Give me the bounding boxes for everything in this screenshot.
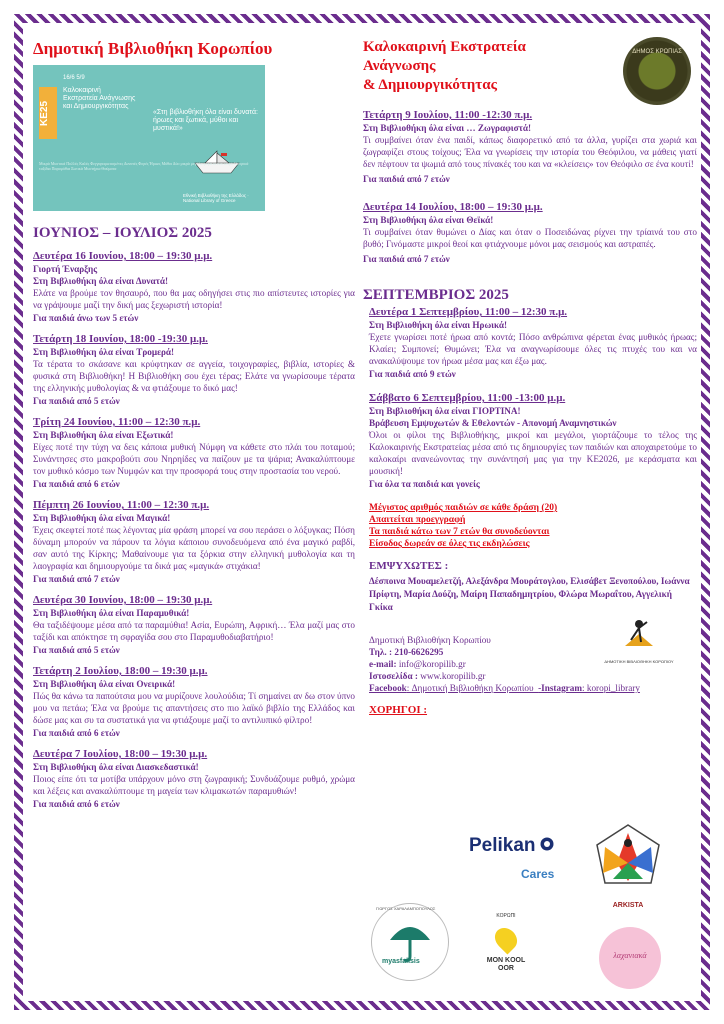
event-item (33, 665, 355, 739)
event-age: Για παιδιά άνω των 5 ετών (33, 313, 139, 323)
event-item (369, 392, 697, 490)
event-age: Για παιδιά από 6 ετών (33, 799, 120, 809)
event-description: Τα τέρατα το σκάσανε και κρύφτηκαν σε αγγεία, τοιχογραφίες, βιβλία, ιστορίες & φυσικά στη Βιβλιοθήκη! Η Βιβλιοθήκη σου έχει τέρας; Ελάτε να γνωρίσουμε τέρατα της ελληνικής μυθολογίας & να φτιάξουμε το δικό μας! (33, 359, 355, 393)
right-column (363, 23, 697, 972)
event-title: Στη Βιβλιοθήκη όλα είναι Τρομερά! (33, 347, 175, 357)
event-title: Στη Βιβλιοθήκη όλα είναι … Ζωγραφιστά! (363, 123, 532, 133)
event-item (33, 748, 355, 810)
event-title: Στη Βιβλιοθήκη όλα είναι Εξωτικά! (33, 430, 174, 440)
event-age: Για παιδιά από 7 ετών (363, 254, 450, 264)
banner-dates: 16/6 5/9 (63, 75, 85, 81)
facebook-link[interactable]: : Δημοτική Βιβλιοθήκη Κορωπίου (406, 683, 534, 693)
banner-subtitle: Καλοκαιρινή Εκστρατεία Ανάγνωσης και Δημιουργικότητας (63, 87, 136, 110)
facebook-label: Facebook (369, 683, 407, 693)
contact-website-link[interactable]: www.koropilib.gr (420, 671, 486, 681)
event-age: Για παιδιά από 5 ετών (33, 396, 120, 406)
event-date: Σάββατο 6 Σεπτεμβρίου, 11:00 -13:00 μ.μ. (369, 392, 566, 404)
event-age: Για παιδιά από 6 ετών (33, 479, 120, 489)
umbrella-icon (372, 904, 448, 980)
event-date: Τετάρτη 2 Ιουλίου, 18:00 – 19:30 μ.μ. (33, 665, 208, 677)
event-item (363, 109, 697, 185)
library-title: Δημοτική Βιβλιοθήκη Κορωπίου (33, 39, 273, 58)
banner-ke25-tag: ΚΕ25 (39, 87, 57, 139)
left-column (33, 23, 355, 819)
section-title-september: ΣΕΠΤΕΜΒΡΙΟΣ 2025 (363, 287, 509, 303)
social-links (369, 682, 697, 694)
event-description: Έχετε γνωρίσει ποτέ ήρωα από κοντά; Πόσο ανθρώπινα φέρεται ένας μυθικός ήρωας; Κλαίει; Συμπονεί; Θυμώνει; Έλα να αναγνωρίσουμε όλες τις πτυχές του και να ανακαλύψουμε τον ήρωα μέσα μας και έξω μας. (369, 332, 697, 366)
event-description: Τι συμβαίνει όταν ένα παιδί, κάπως διαφορετικό από τα άλλα, γυρίζει στα χωριά και ζωγραφίζει στους τοίχους; Έλα να γνωρίσεις την ιστορία του Θεόφιλου, να μάθεις γιατί δεν πέφτουν τα ψωμιά από τους πίνακές του και να «κλείσεις» τον Θεόφιλο σε ένα κουτί! (363, 135, 697, 169)
event-item (33, 416, 355, 490)
event-age: Για παιδιά από 5 ετών (33, 645, 120, 655)
event-description: Τι συμβαίνει όταν θυμώνει ο Δίας και όταν ο Ποσειδώνας ρίχνει την τρίαινά του στο βυθό; Γινόμαστε μικροί θεοί και φτιάχνουμε μόνοι μας σεισμούς και αστραπές. (363, 227, 697, 249)
banner-quote: «Στη βιβλιοθήκη όλα είναι δυνατά: ήρωες και ξωτικά, μύθοι και μυστικά!» (153, 109, 258, 132)
campaign-title: Καλοκαιρινή Εκστρατεία Ανάγνωσης & Δημιουργικότητας (363, 39, 526, 93)
pelikan-logo: Pelikan (469, 835, 567, 861)
municipality-logo: ΔΗΜΟΣ ΚΡΩΠΙΑΣ (623, 37, 691, 105)
location-pin-icon (490, 923, 521, 954)
event-item (33, 499, 355, 585)
event-title: Στη Βιβλιοθήκη όλα είναι Δυνατά! (33, 276, 169, 286)
event-title: Στη Βιβλιοθήκη όλα είναι Ηρωικά! (369, 320, 508, 330)
event-item (33, 250, 355, 324)
monkool-logo: ΚΟΡΩΠΙ MON KOOL OOR (486, 913, 526, 972)
rules-list (363, 502, 697, 550)
event-item (363, 201, 697, 265)
arkista-star-icon (593, 823, 663, 897)
pelikan-bird-icon (540, 837, 554, 851)
event-date: Δευτέρα 30 Ιουνίου, 18:00 – 19:30 μ.μ. (33, 594, 213, 606)
instagram-label: -Instagram (538, 683, 582, 693)
rule-item: Μέγιστος αριθμός παιδιών σε κάθε δράση (20) (369, 503, 558, 513)
event-description: Είχες ποτέ την τύχη να δεις κάποια μυθική Νύμφη να κάθετε στο πλάι του ποταμού; Συνάντησες στο μακροβούτι σου Νηρηίδες να παίζουν με τα ψάρια; Ανακαλύπτουμε τον μυθικό κόσμο των Νυμφών και την προσφορά τους στην προστασία του νερού. (33, 442, 355, 476)
event-date: Δευτέρα 16 Ιουνίου, 18:00 – 19:30 μ.μ. (33, 250, 213, 262)
event-item (33, 594, 355, 656)
animators-title: ΕΜΨΥΧΩΤΕΣ : (369, 560, 449, 572)
event-age: Για παιδιά από 7 ετών (363, 174, 450, 184)
campaign-banner (33, 65, 265, 211)
event-description: Ελάτε να βρούμε τον θησαυρό, που θα μας οδηγήσει στις πιο απίστευτες ιστορίες για να γράψουμε μαζί την δική μας ξεχωριστή ιστορία! (33, 288, 355, 310)
event-description: Ποιος είπε ότι τα μοτίβα υπάρχουν μόνο στη ζωγραφική; Συνδυάζουμε ρυθμό, χρώμα και λέξεις και ανακαλύπτουμε τη μαγεία των κλιμακωτών παραμυθιών! (33, 774, 355, 796)
instagram-link[interactable]: : koropi_library (582, 683, 640, 693)
event-age: Για παιδιά από 9 ετών (369, 369, 456, 379)
contact-name: Δημοτική Βιβλιοθήκη Κορωπίου (369, 635, 491, 645)
event-age: Για παιδιά από 7 ετών (33, 574, 120, 584)
event-date: Τετάρτη 9 Ιουλίου, 11:00 -12:30 π.μ. (363, 109, 533, 121)
sponsors-label: ΧΟΡΗΓΟΙ : (369, 704, 428, 716)
reader-figure-icon (619, 616, 659, 652)
event-date: Δευτέρα 1 Σεπτεμβρίου, 11:00 – 12:30 π.μ. (369, 306, 568, 318)
rule-item: Είσοδος δωρεάν σε όλες τις εκδηλώσεις (369, 539, 530, 549)
event-item (33, 333, 355, 407)
event-description: Όλοι οι φίλοι της Βιβλιοθήκης, μικροί και μεγάλοι, γιορτάζουμε το τέλος της Καλοκαιρινής Εκστρατείας μέσα από τις δημιουργίες των παιδιών και αποχαιρετούμε το καλοκαίρι ανανεώνοντας την συνάντησή μας για την ΚΕ2026, με κεράσματα και μουσική! (369, 430, 697, 476)
event-title: Στη Βιβλιοθήκη όλα είναι Παραμυθικά! (33, 608, 190, 618)
arkista-logo: ARKISTA (593, 823, 663, 909)
event-date: Δευτέρα 7 Ιουλίου, 18:00 – 19:30 μ.μ. (33, 748, 208, 760)
event-date: Τετάρτη 18 Ιουνίου, 18:00 -19:30 μ.μ. (33, 333, 208, 345)
rule-item: Απαιτείται προεγγραφή (369, 515, 466, 525)
event-age: Για όλα τα παιδιά και γονείς (369, 479, 480, 489)
event-date: Δευτέρα 14 Ιουλίου, 18:00 – 19:30 μ.μ. (363, 201, 543, 213)
event-title: Στη Βιβλιοθήκη όλα είναι ΓΙΟΡΤΙΝΑ! (369, 406, 521, 416)
contact-email-link[interactable]: info@koropilib.gr (398, 659, 466, 669)
myasfalisis-logo: myasfalisis ΓΙΩΡΓΟΣ ΧΑΡΑΛΑΜΠΟΠΟΥΛΟΣ (371, 903, 449, 981)
rule-item: Τα παιδιά κάτω των 7 ετών θα συνοδεύονται (369, 527, 550, 537)
page-content (23, 23, 701, 1001)
event-subtitle: Γιορτή Έναρξης (33, 264, 98, 274)
event-subtitle: Βράβευση Εμψυχωτών & Εθελοντών - Απονομή Αναμνηστικών (369, 418, 617, 428)
contact-phone[interactable]: 210-6626295 (394, 647, 444, 657)
banner-text-pattern: Μικρά Μυστικά Πολλές Καλές Φεγγαροφωτισμένες Δυνατές Φορές Ήρωες Μύθοι Δύο μικρά μεγάλα φορά κι ένα καιρό Ονειρικά ταξίδια Παραμύθια Ξωτικά Μυστήρια Θαύματα (39, 161, 249, 171)
event-description: Έχεις σκεφτεί ποτέ πως λέγοντας μία φράση μπορεί να σου περάσει ο λόξυγκας; Πόση δύναμη μπορούν να πάρουν τα λόγια κάποιου συνοδευόμενα από ένα μαγικό ραβδί, σαν αυτό της Κίρκης; Μαθαίνουμε για τα ξόρκια στην ελληνική μυθολογία και τη λαογραφία και δημιουργούμε τα δικά μας «μαγικά» στιχάκια! (33, 525, 355, 571)
event-date: Πέμπτη 26 Ιουνίου, 11:00 – 12:30 π.μ. (33, 499, 210, 511)
laxanakia-logo: λαχανιακά (599, 927, 661, 989)
event-title: Στη Βιβλιοθήκη όλα είναι Μαγικά! (33, 513, 171, 523)
banner-organisation: Εθνική Βιβλιοθήκη της Ελλάδος · National Library of Greece (183, 193, 249, 203)
event-date: Τρίτη 24 Ιουνίου, 11:00 – 12:30 π.μ. (33, 416, 201, 428)
library-logo: ΔΗΜΟΤΙΚΗ ΒΙΒΛΙΟΘΗΚΗ ΚΟΡΩΠΙΟΥ (603, 616, 675, 664)
event-title: Στη Βιβλιοθήκη όλα είναι Διασκεδαστικά! (33, 762, 199, 772)
event-age: Για παιδιά από 6 ετών (33, 728, 120, 738)
event-title: Στη Βιβλιοθήκη όλα είναι Θεϊκά! (363, 215, 494, 225)
event-description: Πώς θα κάνω τα παπούτσια μου να μυρίζουνε λουλούδια; Τί σημαίνει αν δω στον ύπνο μου να πετάω; Έλα να βρούμε τις απαντήσεις στο πιο λαϊκό βιβλίο της Ελλάδος και δώσε μας και συ τα συστατικά για να φτιάξουμε μαζί το αντιλυπικό φίλτρο! (33, 691, 355, 725)
contact-block: Δημοτική Βιβλιοθήκη Κορωπίου Τηλ. : 210-6626295 e-mail: info@koropilib.gr Ιστοσελίδα : www.koropilib.gr Facebook: Δημοτική Βιβλιοθήκη Κορωπίου -Instagram: koropi_library ΔΗΜΟΤΙΚΗ ΒΙΒΛΙΟΘΗΚΗ ΚΟΡΩΠΙΟΥ (369, 634, 697, 694)
event-item (369, 306, 697, 380)
cares-logo: Cares (521, 867, 555, 881)
section-title-june-july: ΙΟΥΝΙΟΣ – ΙΟΥΛΙΟΣ 2025 (33, 225, 212, 241)
animators-list: Δέσποινα Μουαμελετζή, Αλεξάνδρα Μουράτογλου, Ελισάβετ Ξενοπούλου, Ιωάννα Πρίφτη, Μαρία Δούζη, Μαίρη Παπαδημητρίου, Φλώρα Μωραΐτου, Αγγελική Γκίκα (369, 576, 690, 612)
event-description: Θα ταξιδέψουμε μέσα από τα παραμύθια! Ασία, Ευρώπη, Αφρική… Έλα μαζί μας στο ταξίδι και απόκτησε τη σφραγίδα σου στο Παραμυθοδιαβατήριο! (33, 620, 355, 642)
event-title: Στη Βιβλιοθήκη όλα είναι Ονειρικά! (33, 679, 176, 689)
